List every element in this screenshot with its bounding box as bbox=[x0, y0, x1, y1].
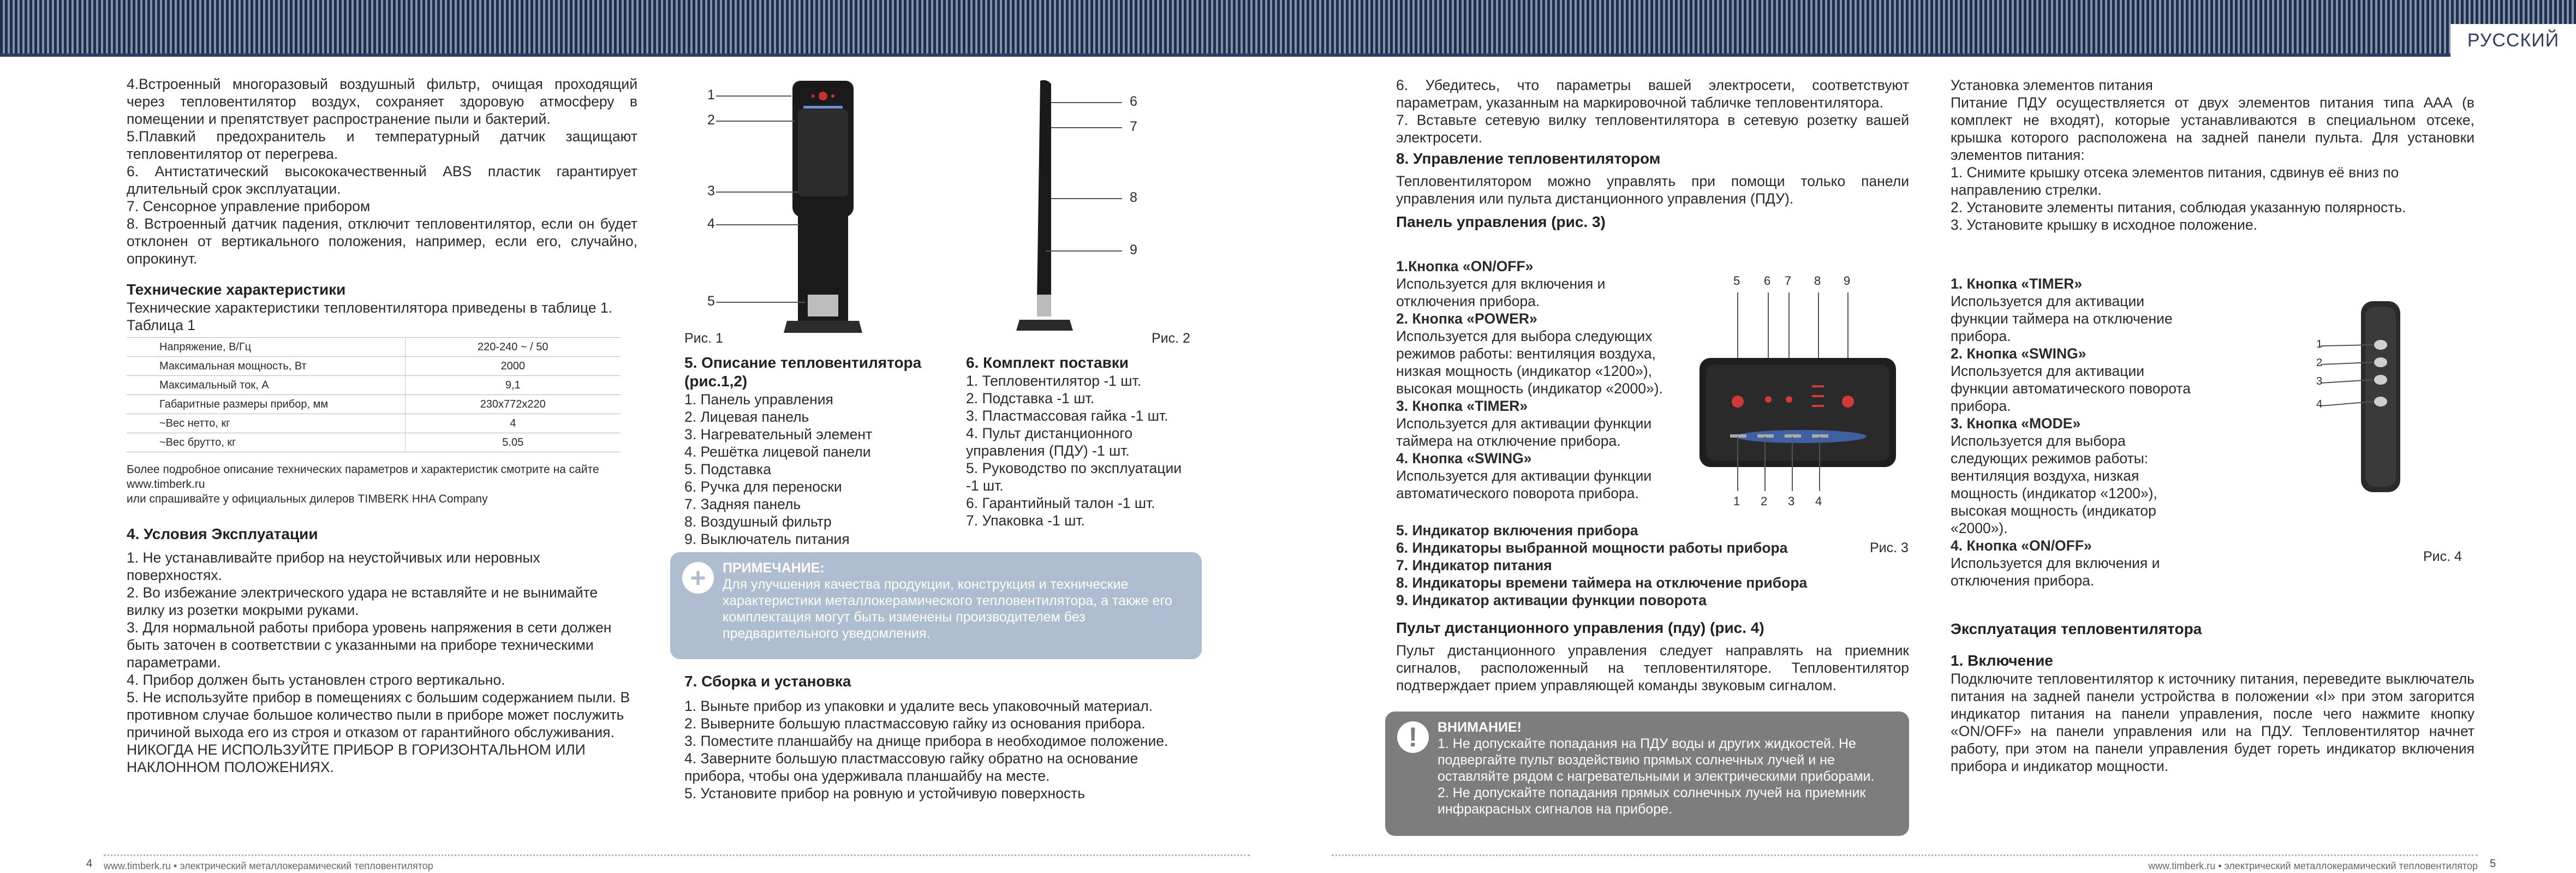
check-7: 7. Вставьте сетевую вилку тепловентилятора в сетевую розетку вашей электросети. bbox=[1396, 112, 1909, 146]
fig1-callout-4: 4 bbox=[707, 216, 715, 231]
check-6: 6. Убедитесь, что параметры вашей электросети, соответствуют параметрам, указанным на маркировочной табличке тепловентилятора. bbox=[1396, 77, 1909, 111]
list-item: 1. Тепловентилятор -1 шт. bbox=[966, 373, 1142, 389]
fig3-top-5: 5 bbox=[1733, 274, 1740, 288]
condition-5: 5. Не используйте прибор в помещениях с большим содержанием пыли. В противном случае большое количество пыли в приборе может послужить причиной выхода его из строя и отказом от гарантийного обслуживания. bbox=[127, 689, 630, 740]
warning-2: 2. Не допускайте попадания прямых солнечных лучей на приемник инфракрасных сигналов на приборе. bbox=[1438, 785, 1866, 817]
panel-btn-desc: Используется для выбора следующих режимов работы: вентиляция воздуха, низкая мощность (индикатор «1200»), высокая мощность (индикатор «2000»). bbox=[1396, 328, 1663, 397]
remote-btn-desc: Используется для выбора следующих режимов работы: вентиляция воздуха, низкая мощность (индикатор «1200»), высокая мощность (индикатор «2000»). bbox=[1951, 433, 2157, 536]
table-row bbox=[127, 357, 621, 376]
note-box bbox=[670, 552, 1202, 659]
fig2-callout-8: 8 bbox=[1130, 190, 1137, 205]
panel-btn-desc: Используется для активации функции автоматического поворота прибора. bbox=[1396, 468, 1652, 501]
remote-btn-desc: Используется для включения и отключения прибора. bbox=[1951, 555, 2160, 589]
list-item: 5. Установите прибор на ровную и устойчивую поверхность bbox=[684, 785, 1086, 802]
spec-value: 4 bbox=[405, 414, 621, 433]
remote-btn-title: 3. Кнопка «MODE» bbox=[1951, 415, 2081, 432]
plus-icon: + bbox=[682, 562, 714, 594]
remote-block bbox=[1396, 619, 1909, 694]
indicator-item: 8. Индикаторы времени таймера на отключение прибора bbox=[1396, 575, 1808, 591]
heater-front-image bbox=[784, 81, 862, 333]
list-item: 3. Нагревательный элемент bbox=[684, 426, 873, 443]
figure-4-remote bbox=[2309, 295, 2418, 502]
remote-title: Пульт дистанционного управления (пду) (рис. 4) bbox=[1396, 619, 1764, 636]
fig3-top-9: 9 bbox=[1844, 274, 1851, 288]
footer-left: www.timberk.ru • электрический металлокерамический тепловентилятор bbox=[104, 854, 1250, 872]
list-item: 5. Руководство по эксплуатации -1 шт. bbox=[966, 460, 1182, 494]
spec-key: ~Вес нетто, кг bbox=[127, 414, 405, 433]
feature-7: 7. Сенсорное управление прибором bbox=[127, 198, 371, 214]
page5-col1 bbox=[1396, 76, 1909, 231]
condition-3: 3. Для нормальной работы прибора уровень напряжения в сети должен быть заточен в соответствии с указанными на приборе техническими параметрами. bbox=[127, 619, 612, 671]
description-block bbox=[684, 354, 957, 548]
description-title: 5. Описание тепловентилятора (рис.1,2) bbox=[684, 354, 922, 390]
remote-btn-desc: Используется для активации функции автоматического поворота прибора. bbox=[1951, 363, 2191, 414]
fig1-callout-1: 1 bbox=[707, 87, 715, 103]
figure-3-panel bbox=[1692, 273, 1910, 502]
table-row bbox=[127, 376, 621, 395]
spec-key: Габаритные размеры прибор, мм bbox=[127, 395, 405, 414]
table-row bbox=[127, 433, 621, 452]
spec-value: 230x772x220 bbox=[405, 395, 621, 414]
feature-4: 4.Встроенный многоразовый воздушный фильтр, очищая проходящий через тепловентилятор воздух, сохраняет здоровую атмосферу в помещении и препятствует распространение пыли и бактерий. bbox=[127, 76, 637, 127]
spec-value: 2000 bbox=[405, 357, 621, 376]
fig2-caption: Рис. 2 bbox=[1152, 331, 1190, 346]
table-row bbox=[127, 338, 621, 357]
exclamation-icon: ! bbox=[1397, 721, 1429, 753]
warning-1: 1. Не допускайте попадания на ПДУ воды и других жидкостей. Не подвергайте пульт воздействию прямых солнечных лучей и не оставляйте рядом с нагревательными и электрическими приборами. bbox=[1438, 736, 1875, 784]
feature-8: 8. Встроенный датчик падения, отключит тепловентилятор, если он будет отклонен от вертикального положения, например, если его, случайно, опрокинут. bbox=[127, 216, 637, 267]
list-item: 2. Установите элементы питания, соблюдая указанную полярность. bbox=[1951, 199, 2406, 216]
remote-btn-title: 4. Кнопка «ON/OFF» bbox=[1951, 537, 2092, 554]
spec-table bbox=[127, 337, 621, 452]
list-item: 3. Поместите планшайбу на днище прибора в необходимое положение. bbox=[684, 733, 1168, 749]
fig1-callout-5: 5 bbox=[707, 294, 715, 309]
list-item: 6. Ручка для переноски bbox=[684, 479, 842, 495]
assembly-block bbox=[684, 672, 1192, 802]
remote-buttons bbox=[1951, 275, 2191, 589]
spec-key: Максимальная мощность, Вт bbox=[127, 357, 405, 376]
spec-key: Максимальный ток, А bbox=[127, 376, 405, 395]
list-item: 7. Упаковка -1 шт. bbox=[966, 512, 1085, 529]
list-item: 2. Лицевая панель bbox=[684, 409, 809, 425]
kit-title: 6. Комплект поставки bbox=[966, 354, 1129, 371]
list-item: 3. Установите крышку в исходное положение. bbox=[1951, 217, 2257, 233]
fig4-callout-4: 4 bbox=[2316, 398, 2323, 410]
control-title: 8. Управление тепловентилятором bbox=[1396, 150, 1661, 167]
page-number-left: 4 bbox=[86, 858, 93, 870]
battery-intro: Питание ПДУ осуществляется от двух элементов питания типа ААА (в комплект не входят), которые устанавливаются в специальном отсеке, крышка которого расположена на задней панели пульта. Для установки элементов питания: bbox=[1951, 94, 2474, 163]
remote-intro: Пульт дистанционного управления следует направлять на приемник сигналов, расположенный на тепловентиляторе. Тепловентилятор подтверждает прием управляющей команды звуковым сигналом. bbox=[1396, 642, 1909, 693]
condition-4: 4. Прибор должен быть установлен строго вертикально. bbox=[127, 672, 505, 688]
table-row bbox=[127, 395, 621, 414]
indicator-item: 7. Индикатор питания bbox=[1396, 557, 1552, 573]
remote-btn-title: 1. Кнопка «TIMER» bbox=[1951, 276, 2083, 292]
fig4-callout-2: 2 bbox=[2316, 357, 2323, 369]
list-item: 2. Подставка -1 шт. bbox=[966, 390, 1095, 406]
remote-btn-title: 2. Кнопка «SWING» bbox=[1951, 345, 2086, 362]
more-info-1: Более подробное описание технических параметров и характеристик смотрите на сайте www.timberk.ru bbox=[127, 463, 599, 491]
heater-side-image bbox=[1016, 80, 1073, 331]
fig1-caption: Рис. 1 bbox=[684, 331, 723, 346]
control-intro: Тепловентилятором можно управлять при помощи только панели управления или пульта дистанционного управления (ПДУ). bbox=[1396, 173, 1909, 207]
battery-title: Установка элементов питания bbox=[1951, 77, 2153, 93]
fig3-bottom-2: 2 bbox=[1761, 494, 1768, 508]
list-item: 9. Выключатель питания bbox=[684, 531, 850, 547]
list-item: 6. Гарантийный талон -1 шт. bbox=[966, 495, 1155, 511]
panel-title: Панель управления (рис. 3) bbox=[1396, 213, 1606, 230]
fig4-callout-1: 1 bbox=[2316, 338, 2323, 350]
tech-title: Технические характеристики bbox=[127, 281, 346, 298]
indicator-item: 6. Индикаторы выбранной мощности работы прибора bbox=[1396, 540, 1788, 556]
fig3-top-8: 8 bbox=[1814, 274, 1821, 288]
list-item: 3. Пластмассовая гайка -1 шт. bbox=[966, 408, 1168, 424]
list-item: 7. Задняя панель bbox=[684, 496, 801, 512]
indicator-item: 5. Индикатор включения прибора bbox=[1396, 522, 1638, 539]
list-item: 2. Выверните большую пластмассовую гайку из основания прибора. bbox=[684, 715, 1146, 732]
panel-btn-title: 1.Кнопка «ON/OFF» bbox=[1396, 258, 1534, 274]
fig1-callout-3: 3 bbox=[707, 183, 715, 199]
spec-value: 220-240 ~ / 50 bbox=[405, 338, 621, 357]
fig3-top-7: 7 bbox=[1785, 274, 1792, 288]
list-item: 5. Подставка bbox=[684, 461, 771, 477]
operation-block bbox=[1951, 620, 2474, 775]
feature-6: 6. Антистатический высококачественный ABS пластик гарантирует длительный срок эксплуатации. bbox=[127, 163, 637, 197]
kit-block bbox=[966, 354, 1195, 529]
fig3-bottom-3: 3 bbox=[1788, 494, 1795, 508]
condition-2: 2. Во избежание электрического удара не вставляйте и не вынимайте вилку из розетки мокрыми руками. bbox=[127, 584, 598, 618]
fig3-bottom-1: 1 bbox=[1733, 494, 1740, 508]
list-item: 4. Заверните большую пластмассовую гайку обратно на основание прибора, чтобы она удерживала планшайбу на месте. bbox=[684, 750, 1138, 784]
note-title: ПРИМЕЧАНИЕ: bbox=[723, 560, 825, 576]
conditions-title: 4. Условия Эксплуатации bbox=[127, 525, 318, 542]
panel-btn-title: 2. Кнопка «POWER» bbox=[1396, 310, 1537, 327]
header-band bbox=[0, 0, 2576, 57]
panel-buttons bbox=[1396, 258, 1685, 502]
panel-btn-title: 3. Кнопка «TIMER» bbox=[1396, 398, 1528, 414]
list-item: 1. Панель управления bbox=[684, 391, 833, 408]
fig3-bottom-4: 4 bbox=[1815, 494, 1822, 508]
table-row bbox=[127, 414, 621, 433]
note-text: Для улучшения качества продукции, конструкция и технические характеристики металлокерамического тепловентилятора, а также его комплектация могут быть изменены производителем без предварительного уведомления. bbox=[723, 577, 1172, 641]
page-number-right: 5 bbox=[2490, 858, 2496, 870]
spec-value: 9,1 bbox=[405, 376, 621, 395]
fig4-callout-3: 3 bbox=[2316, 375, 2323, 387]
condition-1: 1. Не устанавливайте прибор на неустойчивых или неровных поверхностях. bbox=[127, 549, 540, 583]
remote-btn-desc: Используется для активации функции таймера на отключение прибора. bbox=[1951, 293, 2173, 344]
list-item: 1. Выньте прибор из упаковки и удалите весь упаковочный материал. bbox=[684, 698, 1153, 714]
fig2-callout-6: 6 bbox=[1130, 94, 1137, 109]
fig2-callout-9: 9 bbox=[1130, 242, 1137, 258]
fig1-callout-2: 2 bbox=[707, 112, 715, 128]
more-info-2: или спрашивайте у официальных дилеров TIMBERK HHA Company bbox=[127, 493, 488, 505]
condition-warning: НИКОГДА НЕ ИСПОЛЬЗУЙТЕ ПРИБОР В ГОРИЗОНТАЛЬНОМ ИЛИ НАКЛОННОМ ПОЛОЖЕНИЯХ. bbox=[127, 742, 586, 775]
indicator-item: 9. Индикатор активации функции поворота bbox=[1396, 592, 1707, 608]
panel-btn-desc: Используется для включения и отключения прибора. bbox=[1396, 276, 1606, 309]
battery-block bbox=[1951, 76, 2474, 234]
feature-5: 5.Плавкий предохранитель и температурный датчик защищают тепловентилятор от перегрева. bbox=[127, 128, 637, 162]
figure-1-2 bbox=[682, 76, 1206, 333]
page4-col1 bbox=[127, 75, 637, 776]
list-item: 1. Снимите крышку отсека элементов питания, сдвинув её вниз по направлению стрелки. bbox=[1951, 164, 2399, 198]
spec-value: 5.05 bbox=[405, 433, 621, 452]
list-item: 8. Воздушный фильтр bbox=[684, 513, 832, 530]
fig3-top-6: 6 bbox=[1764, 274, 1771, 288]
footer-right: www.timberk.ru • электрический металлокерамический тепловентилятор bbox=[1332, 854, 2478, 872]
assembly-title: 7. Сборка и установка bbox=[684, 673, 851, 690]
panel-btn-title: 4. Кнопка «SWING» bbox=[1396, 450, 1532, 467]
fig2-callout-7: 7 bbox=[1130, 119, 1137, 134]
spec-key: Напряжение, В/Гц bbox=[127, 338, 405, 357]
tech-intro: Технические характеристики тепловентилятора приведены в таблице 1. bbox=[127, 300, 613, 316]
list-item: 4. Пульт дистанционного управления (ПДУ) -1 шт. bbox=[966, 425, 1133, 459]
list-item: 4. Решётка лицевой панели bbox=[684, 444, 871, 460]
language-tab: РУССКИЙ bbox=[2450, 24, 2576, 57]
panel-indicators bbox=[1396, 522, 1860, 609]
fig4-caption: Рис. 4 bbox=[2423, 549, 2462, 564]
operation-title: Эксплуатация тепловентилятора bbox=[1951, 620, 2202, 637]
spec-key: ~Вес брутто, кг bbox=[127, 433, 405, 452]
table-label: Таблица 1 bbox=[127, 317, 196, 333]
operation-subtitle: 1. Включение bbox=[1951, 652, 2053, 669]
fig3-caption: Рис. 3 bbox=[1870, 540, 1909, 555]
panel-btn-desc: Используется для активации функции таймера на отключение прибора. bbox=[1396, 415, 1652, 449]
warning-box bbox=[1385, 711, 1909, 836]
warning-title: ВНИМАНИЕ! bbox=[1438, 720, 1522, 735]
operation-text: Подключите тепловентилятор к источнику питания, переведите выключатель питания на задней панели устройства в положении «I» при этом загорится индикатор питания на панели управления, после чего нажмите кнопку «ON/OFF» на панели управления или на ПДУ. Тепловентилятор начнет работу, при этом на панели управления будет гореть индикатор включения прибора и индикатор мощности. bbox=[1951, 671, 2474, 774]
